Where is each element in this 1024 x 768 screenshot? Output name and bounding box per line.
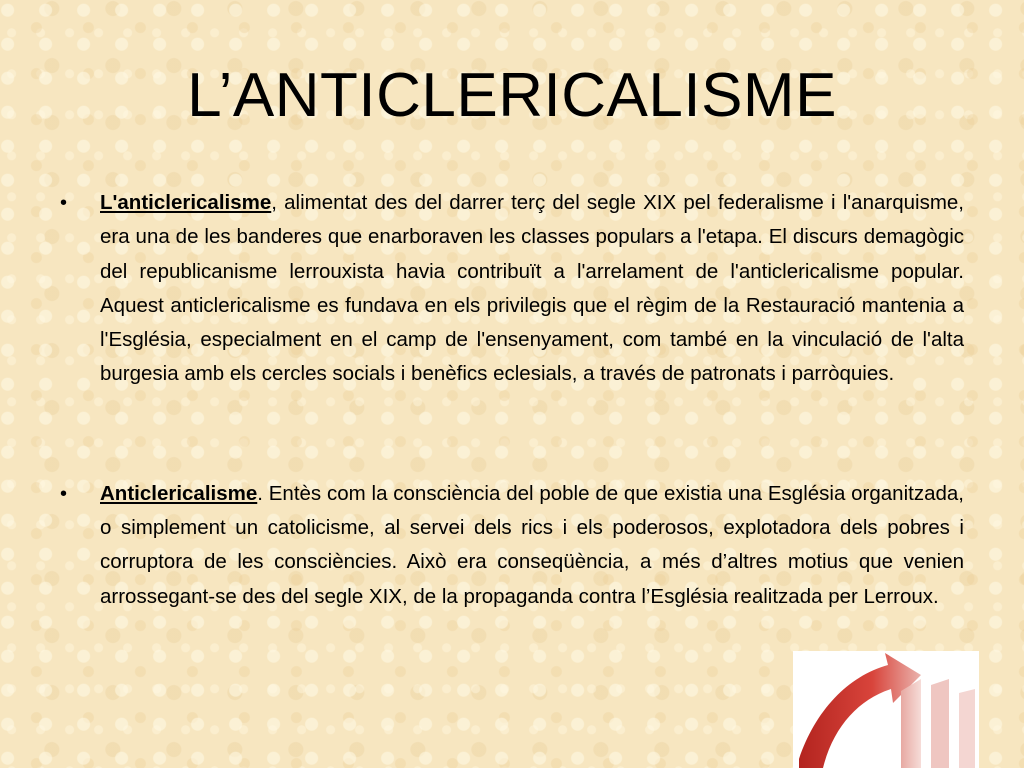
- bullet-text: , alimentat des del darrer terç del segle XIX pel federalisme i l'anarquisme, era una de les banderes que enarboraven les classes populars a l'etapa. El discurs demagògic del republicanisme lerrouxista havia contribuït a l'arrelament de l'anticlericalisme popular. Aquest anticlericalisme es fundava en els privilegis que el règim de la Restauració mantenia a l'Església, especialment en el camp de l'ensenyament, com també en la vinculació de l'alta burgesia amb els cercles socials i benèfics eclesials, a través de patronats i parròquies.: [100, 191, 964, 386]
- bullet-list: [56, 186, 964, 614]
- bullet-symbol: •: [60, 482, 68, 505]
- bullet-item-1: [56, 186, 964, 392]
- slide-title: L’ANTICLERICALISME: [187, 61, 837, 130]
- bullet-item-2: [56, 477, 964, 614]
- bullet-term: L'anticlericalisme: [100, 191, 272, 214]
- red-curved-arrow-icon: [793, 651, 979, 768]
- bullet-term: Anticlericalisme: [100, 481, 258, 505]
- bullet-symbol: •: [60, 192, 68, 214]
- bullet-text: . Entès com la consciència del poble de que existia una Església organitzada, o simplement un catolicisme, al servei dels rics i els poderosos, explotadora dels pobres i corruptora de les consciències. Això era conseqüència, a més d’altres motius que venien arrossegant-se des del segle XIX, de la propaganda contra l’Església realitzada per Lerroux.: [100, 481, 964, 608]
